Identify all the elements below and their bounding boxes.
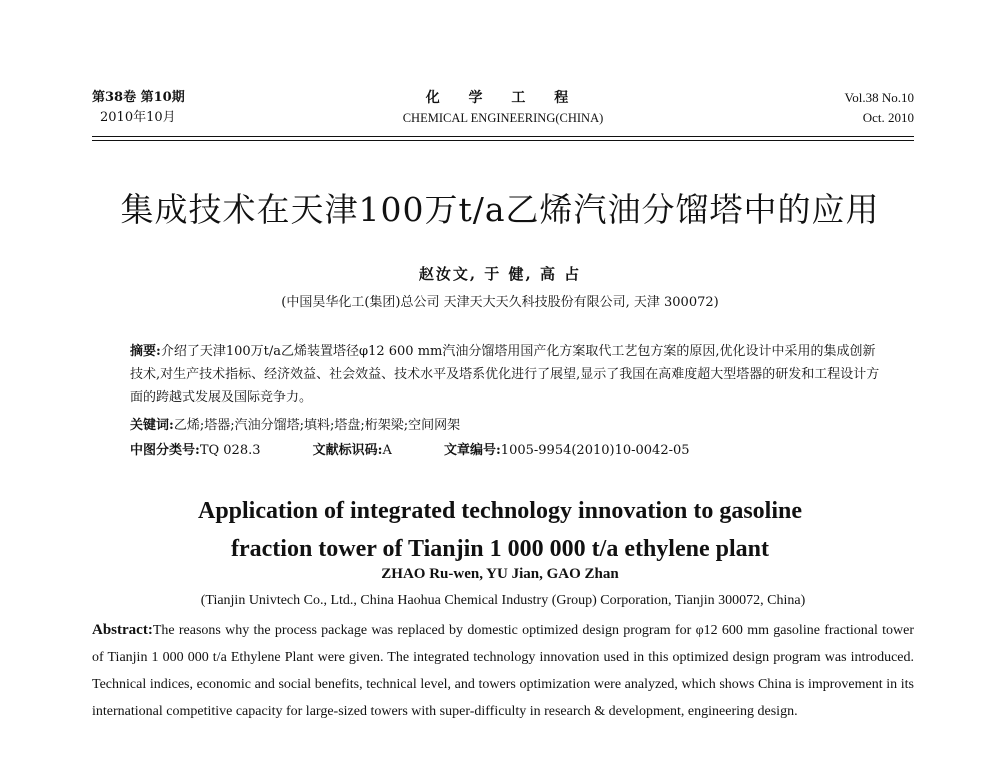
article-number-value: 1005-9954(2010)10-0042-05 <box>500 443 690 458</box>
date-cn: 2010年10月 <box>100 110 176 125</box>
keywords-cn-text: 乙烯;塔器;汽油分馏塔;填料;塔盘;桁架梁;空间网架 <box>173 418 461 433</box>
doc-code-value: A <box>382 443 392 458</box>
journal-name-en: CHEMICAL ENGINEERING(CHINA) <box>402 111 604 125</box>
authors-en: ZHAO Ru-wen, YU Jian, GAO Zhan <box>381 566 619 582</box>
affiliation-cn: (中国昊华化工(集团)总公司 天津天大天久科技股份有限公司, 天津 300072) <box>281 295 719 310</box>
abstract-cn <box>130 340 882 409</box>
article-number <box>444 440 690 462</box>
paper-title-cn: 集成技术在天津100万t/a乙烯汽油分馏塔中的应用 <box>120 190 880 229</box>
abstract-en <box>92 617 914 725</box>
abstract-cn-label: 摘要: <box>130 344 161 359</box>
journal-name-cn: 化 学 工 程 <box>425 90 581 106</box>
clc-value: TQ 028.3 <box>199 443 261 458</box>
running-header <box>92 88 914 132</box>
volume-issue-en: Vol.38 No.10 <box>844 90 914 105</box>
journal-name <box>92 88 914 128</box>
abstract-cn-text: 介绍了天津100万t/a乙烯装置塔径φ12 600 mm汽油分馏塔用国产化方案取代工艺包方案的原因,优化设计中采用的集成创新技术,对生产技术指标、经济效益、社会效益、技术水平及塔系优化进行了展望,显示了我国在高难度超大型塔器的研发和工程设计方面的跨越式发展及国际竞争力。 <box>130 344 880 405</box>
issue-info-en <box>845 88 914 128</box>
paper-title-en-line1: Application of integrated technology innovation to gasoline <box>197 498 803 524</box>
clc-number <box>130 440 261 462</box>
article-number-label: 文章编号: <box>443 443 501 458</box>
document-code <box>313 440 392 462</box>
volume-issue-cn: 第38卷 第10期 <box>92 90 185 105</box>
classification-cn <box>130 440 882 462</box>
header-rule-thick <box>92 136 914 137</box>
doc-code-label: 文献标识码: <box>312 443 383 458</box>
affiliation-en: (Tianjin Univtech Co., Ltd., China Haohua Chemical Industry (Group) Corporation, Tianjin 300072, China) <box>200 593 806 608</box>
clc-label: 中图分类号: <box>130 443 200 458</box>
paper-title-en <box>0 492 1000 568</box>
paper-title-en-line2: fraction tower of Tianjin 1 000 000 t/a ethylene plant <box>231 536 769 562</box>
abstract-en-text: The reasons why the process package was replaced by domestic optimized design program for φ12 600 mm gasoline fractional tower of Tianjin 1 000 000 t/a Ethylene Plant were given. The integrated technology innovation used in this optimized design program was introduced. Technical indices, economic and social benefits, technical level, and towers optimization were analyzed, which shows China is improvement in its international competitive capacity for large-sized towers with super-difficulty in research & development, engineering design. <box>92 623 914 719</box>
date-en: Oct. 2010 <box>862 110 914 125</box>
keywords-cn <box>130 415 882 437</box>
authors-cn: 赵汝文, 于 健, 高 占 <box>418 265 582 283</box>
abstract-en-label: Abstract: <box>92 622 153 638</box>
header-rule-thin <box>92 140 914 141</box>
keywords-cn-label: 关键词: <box>130 418 174 433</box>
